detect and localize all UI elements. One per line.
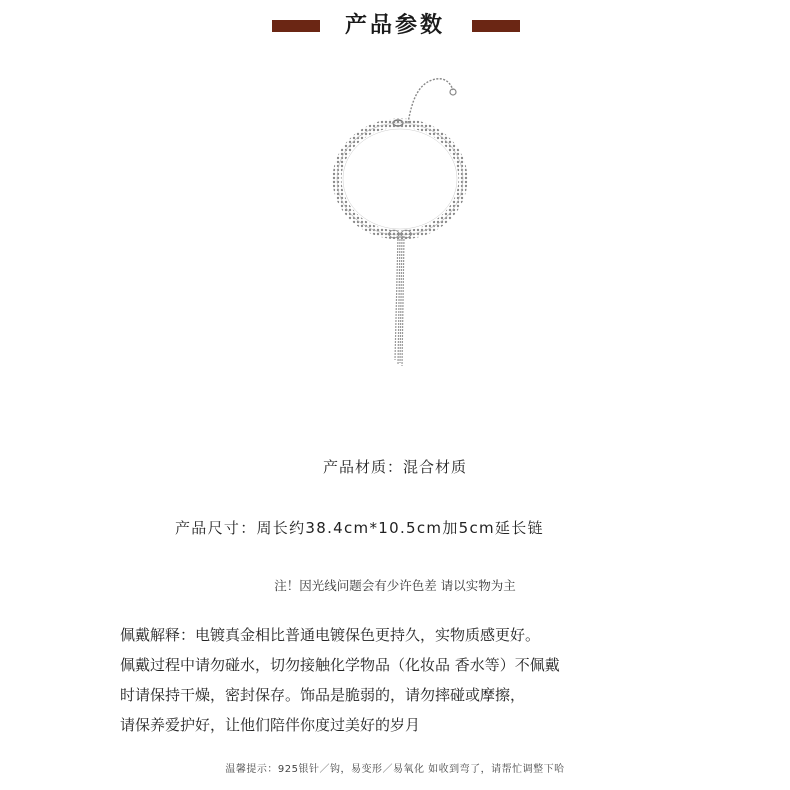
- color-difference-note: 注！因光线问题会有少许色差 请以实物为主: [274, 578, 516, 593]
- warm-tips: 温馨提示：925银针／钩，易变形／易氧化 如收到弯了，请帮忙调整下哈: [225, 764, 565, 775]
- wear-explanation-line: 佩戴解释：电镀真金相比普通电镀保色更持久，实物质感更好。: [120, 626, 541, 644]
- necklace-image: [320, 60, 480, 380]
- product-size: 产品尺寸：周长约38.4cm*10.5cm加5cm延长链: [175, 519, 544, 537]
- wear-explanation-line: 佩戴过程中请勿碰水，切勿接触化学物品（化妆品 香水等）不佩戴: [120, 656, 560, 674]
- product-material: 产品材质：混合材质: [322, 458, 467, 476]
- header-decor-bar-right: [472, 20, 520, 32]
- wear-explanation-line: 请保养爱护好，让他们陪伴你度过美好的岁月: [120, 716, 421, 734]
- wear-explanation-line: 时请保持干燥，密封保存。饰品是脆弱的，请勿摔碰或摩擦，: [120, 686, 526, 704]
- header-decor-bar-left: [272, 20, 320, 32]
- wear-explanation: [120, 620, 680, 740]
- page-title: 产品参数: [344, 13, 445, 38]
